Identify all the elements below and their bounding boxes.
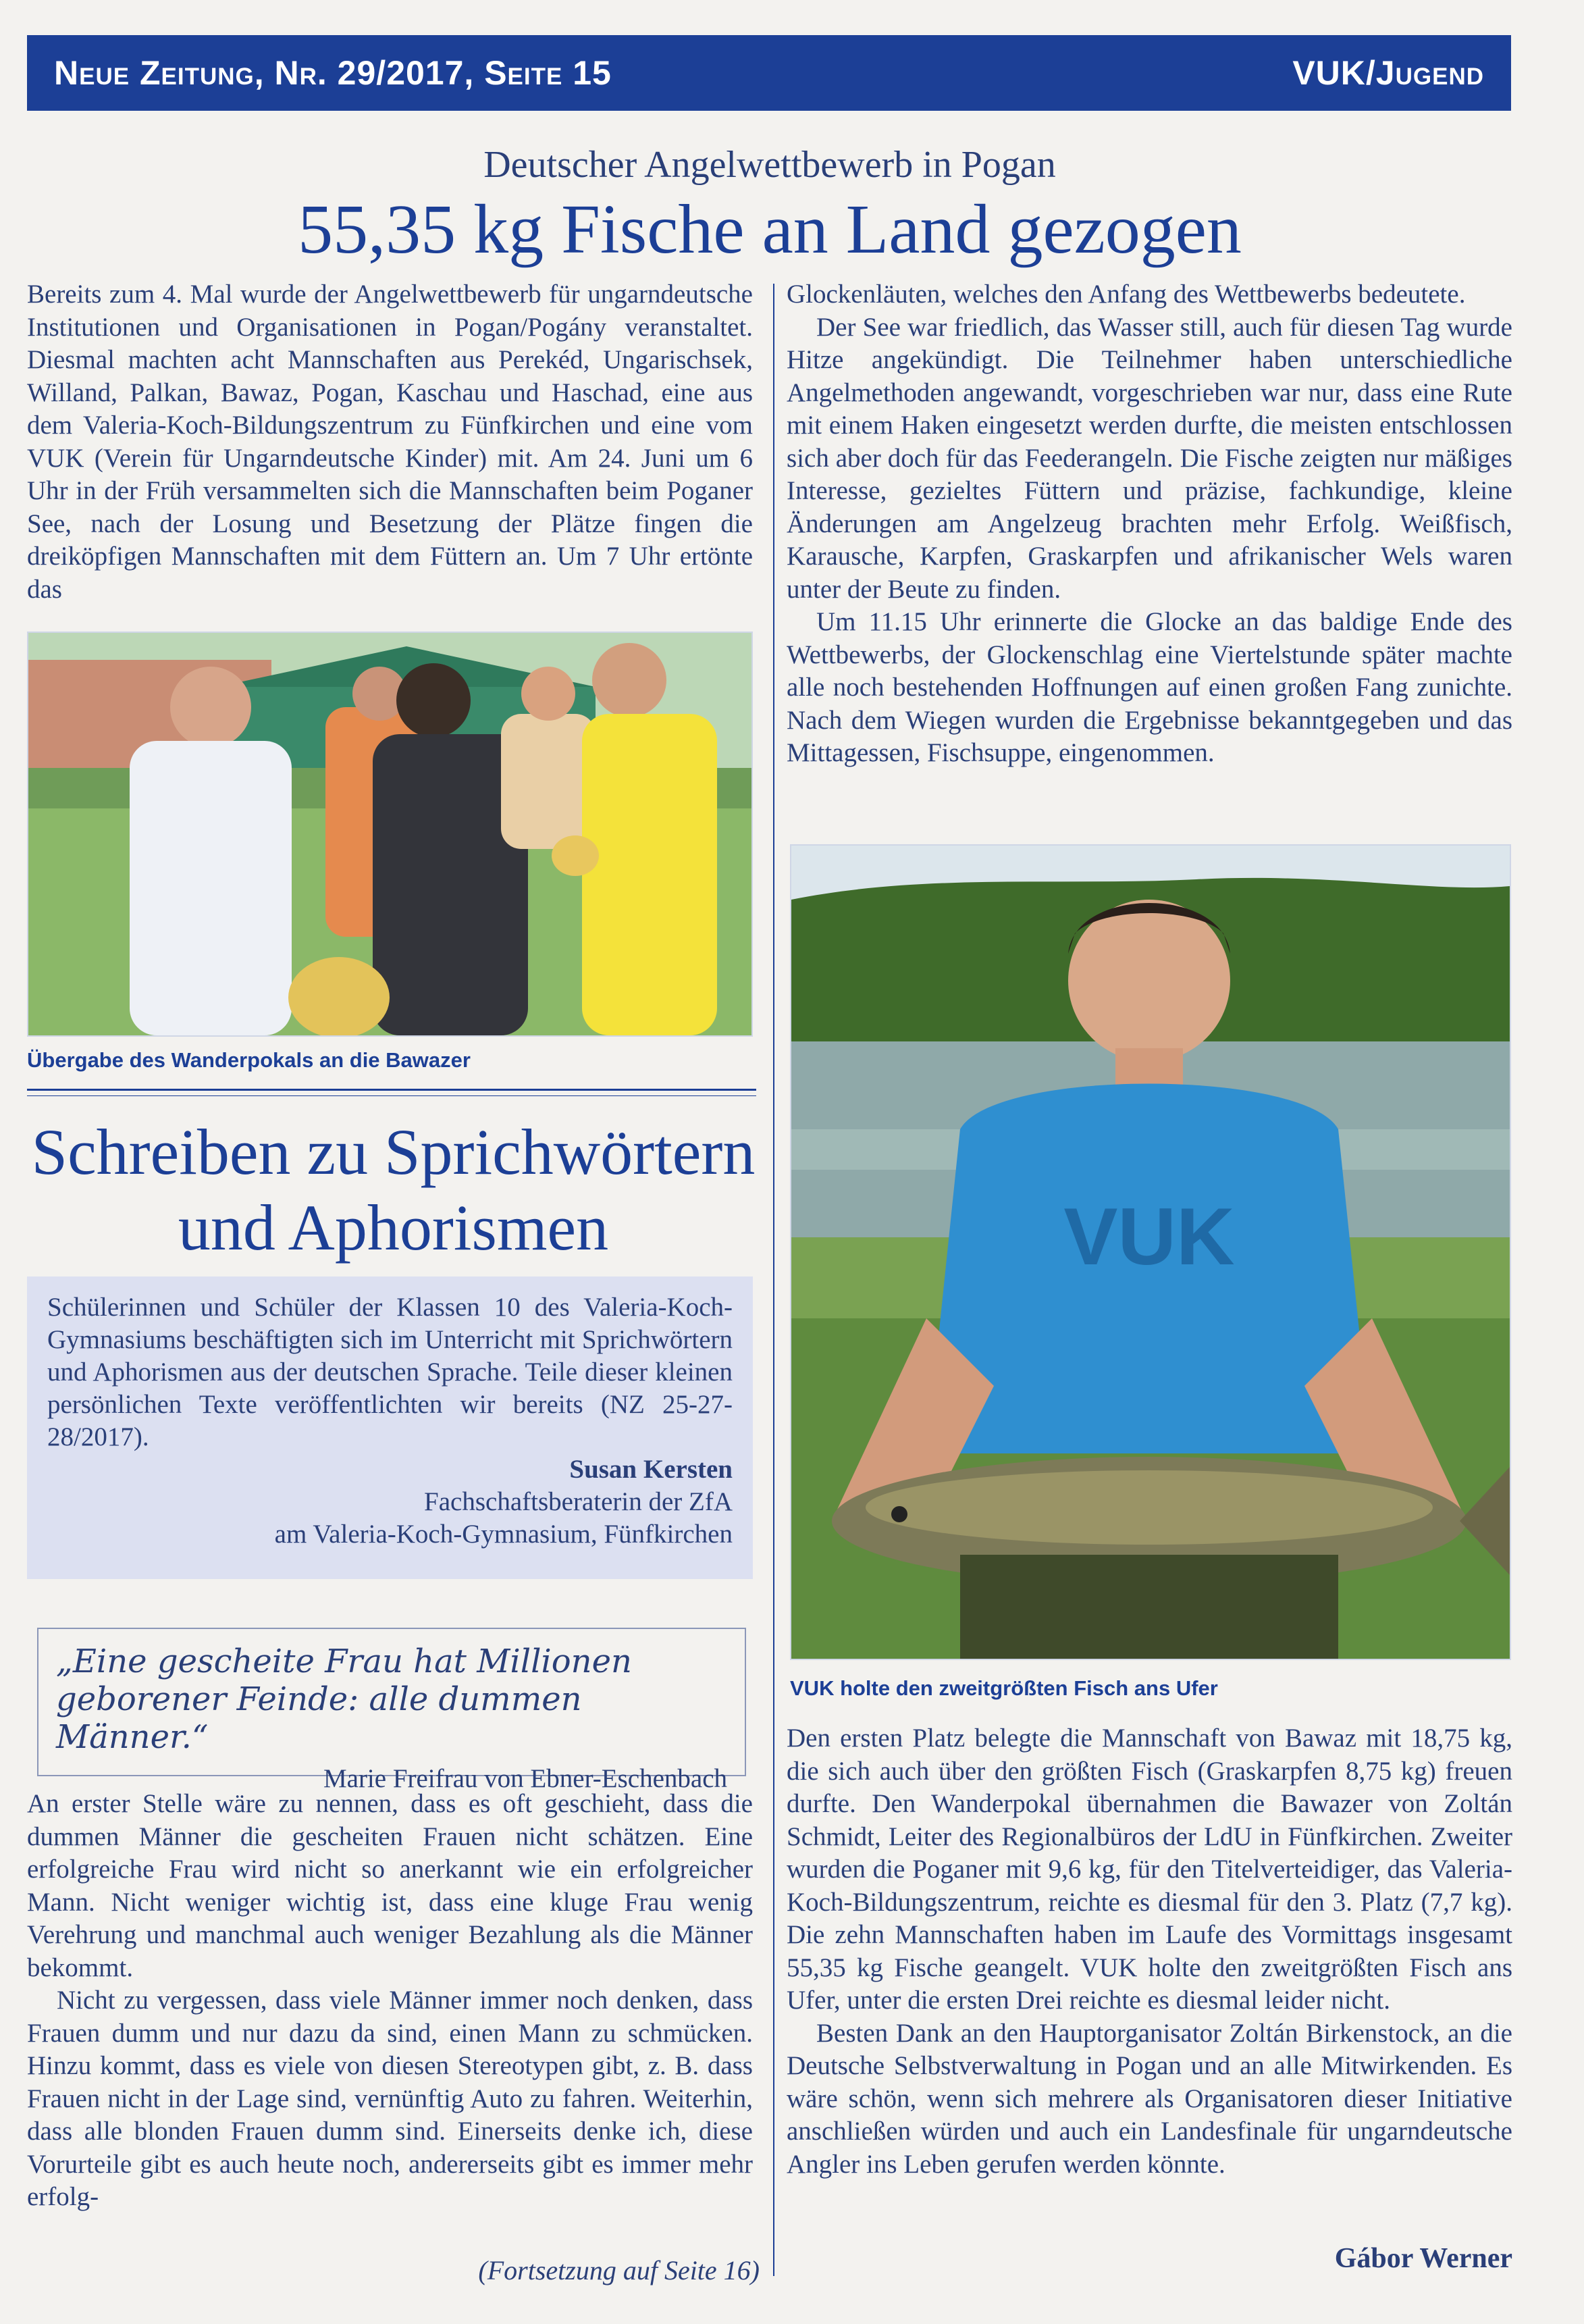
header-section: VUK/Jugend <box>1292 54 1484 92</box>
article2-title: Schreiben zu Sprichwörtern und Aphorismen <box>31 1116 756 1264</box>
header-issue-info: Neue Zeitung, Nr. 29/2017, Seite 15 <box>54 54 612 92</box>
article1-lower-paragraph-2: Besten Dank an den Hauptorganisator Zoltán Birkenstock, an die Deutsche Selbstverwaltung in Pogan und an alle Mitwirkenden. Es wäre schön, wenn sich mehrere als Organisatoren dieser Initiative anschließen würden und auch ein Landesfinale für ungarndeutsche Angler ins Leben gerufen werden könnte. <box>787 2018 1512 2179</box>
article2-paragraph-1: An erster Stelle wäre zu nennen, dass es oft geschieht, dass die dummen Männer die gescheiten Frauen nicht schätzen. Eine erfolgreiche Frau wird nicht so anerkannt wie ein erfolgreicher Mann. Nicht weniger wichtig ist, dass eine kluge Frau wenig Verehrung und manchmal auch weniger Bezahlung als die Männer bekommt. <box>27 1789 753 1982</box>
fish-photo-caption: VUK holte den zweitgrößten Fisch ans Ufer <box>790 1676 1218 1700</box>
article1-left-paragraph: Bereits zum 4. Mal wurde der Angelwettbewerb für ungarndeutsche Institutionen und Organisationen in Pogan/Pogány veranstaltet. Diesmal machten acht Mannschaften aus Perekéd, Ungarischsek, Willand, Palkan, Bawaz, Pogan, Kaschau und Haschad, eine aus dem Valeria-Koch-Bildungszentrum zu Fünfkirchen und eine vom VUK (Verein für Ungarndeutsche Kinder) mit. Am 24. Juni um 6 Uhr in der Früh versammelten sich die Mannschaften beim Poganer See, nach der Losung und Besetzung der Plätze fingen die dreiköpfigen Mannschaften mit dem Füttern an. Um 7 Uhr ertönte das <box>27 280 753 604</box>
column-divider <box>773 284 774 2276</box>
shirt-print-text: VUK <box>1063 1191 1235 1282</box>
article1-right-paragraph-2: Der See war friedlich, das Wasser still, auch für diesen Tag wurde Hitze angekündigt. Die Teilnehmer haben unterschiedliche Angelmethoden angewandt, vorgeschrieben war nur, dass eine Rute mit einem Haken eingesetzt werden durfte, die meisten entschlossen sich aber doch für das Feederangeln. Die Fische zeigten nur mäßiges Interesse, gezieltes Füttern und präzise, fachkundige, kleine Änderungen am Angelzeug brachten mehr Erfolg. Weißfisch, Karausche, Karpfen, Graskarpfen und afrikanischer Wels waren unter der Beute zu finden. <box>787 312 1512 604</box>
article2-intro-box <box>27 1276 753 1579</box>
award-photo <box>27 631 753 1037</box>
award-photo-illustration <box>28 633 751 1035</box>
page-header <box>27 35 1511 111</box>
signature-name: Susan Kersten <box>569 1455 733 1484</box>
fish-photo-illustration <box>791 846 1510 1659</box>
award-photo-caption: Übergabe des Wanderpokals an die Bawazer <box>27 1048 471 1072</box>
article1-lower-text <box>787 1722 1512 2181</box>
article1-right-text <box>787 278 1512 770</box>
section-divider-thin <box>27 1095 756 1096</box>
article1-right-paragraph-3: Um 11.15 Uhr erinnerte die Glocke an das baldige Ende des Wettbewerbs, der Glockenschlag eine Viertelstunde später machte alle noch bestehenden Hoffnungen auf einen großen Fang zunichte. Nach dem Wiegen wurden die Ergebnisse bekanntgegeben und das Mittagessen, Fischsuppe, eingenommen. <box>787 607 1512 767</box>
signature-place: am Valeria-Koch-Gymnasium, Fünfkirchen <box>274 1520 733 1549</box>
quote-text: „Eine gescheite Frau hat Millionen geborener Feinde: alle dummen Männer.“ <box>56 1643 632 1756</box>
article2-signature <box>47 1453 733 1551</box>
article-kicker: Deutscher Angelwettbewerb in Pogan <box>483 144 1056 186</box>
article1-lower-paragraph-1: Den ersten Platz belegte die Mannschaft von Bawaz mit 18,75 kg, die sich auch über den größten Fisch (Graskarpfen 8,75 kg) freuen durfte. Den Wanderpokal übernahmen die Bawazer von Zoltán Schmidt, Leiter des Regionalbüros der LdU in Fünfkirchen. Zweiter wurden die Poganer mit 9,6 kg, für den Titelverteidiger, das Valeria-Koch-Bildungszentrum, reichte es diesmal für den 3. Platz (7,7 kg). Die zehn Mannschaften haben im Laufe des Vormittags insgesamt 55,35 kg Fische geangelt. VUK holte den zweitgrößten Fisch ans Ufer, unter die ersten Drei reichte es diesmal leider nicht. <box>787 1724 1512 2015</box>
article1-left-text <box>27 278 753 606</box>
quote-author: Marie Freifrau von Ebner-Eschenbach <box>323 1764 727 1793</box>
article1-right-paragraph-1: Glockenläuten, welches den Anfang des Wettbewerbs bedeutete. <box>787 280 1466 309</box>
article2-intro-text: Schülerinnen und Schüler der Klassen 10 des Valeria-Koch-Gymnasiums beschäftigten sich im Unterricht mit Sprichwörtern und Aphorismen aus der deutschen Sprache. Teile dieser kleinen persönlichen Texte veröffentlichten wir bereits (NZ 25-27-28/2017). <box>47 1293 733 1451</box>
article1-byline: Gábor Werner <box>1334 2243 1512 2274</box>
continuation-note: (Fortsetzung auf Seite 16) <box>478 2255 760 2286</box>
quote-box <box>37 1628 746 1793</box>
article2-body <box>27 1788 753 2214</box>
section-divider <box>27 1089 756 1091</box>
signature-role: Fachschaftsberaterin der ZfA <box>424 1487 733 1516</box>
fish-photo <box>790 844 1511 1660</box>
article2-paragraph-2: Nicht zu vergessen, dass viele Männer immer noch denken, dass Frauen dumm und nur dazu da sind, einen Mann zu schmücken. Hinzu kommt, dass es viele von diesen Stereotypen gibt, z. B. dass Frauen nicht in der Lage sind, vernünftig Auto zu fahren. Weiterhin, dass alle blonden Frauen dumm sind. Einerseits denke ich, diese Vorurteile gibt es auch heute noch, andererseits gibt es immer mehr erfolg- <box>27 1986 753 2211</box>
article-headline: 55,35 kg Fische an Land gezogen <box>298 190 1242 268</box>
